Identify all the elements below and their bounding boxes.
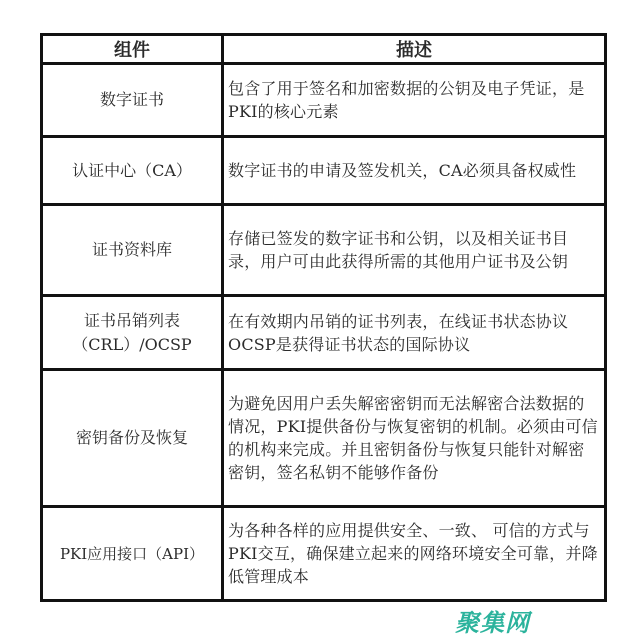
component-cell: PKI应用接口（API） xyxy=(42,507,223,601)
table-row xyxy=(42,64,606,137)
pki-components-table-container xyxy=(40,33,604,602)
table-row xyxy=(42,137,606,205)
component-cell: 证书资料库 xyxy=(42,205,223,296)
watermark-logo: 聚集网 xyxy=(455,609,530,637)
table-row xyxy=(42,507,606,601)
description-cell: 在有效期内吊销的证书列表，在线证书状态协议OCSP是获得证书状态的国际协议 xyxy=(223,296,606,370)
component-cell: 密钥备份及恢复 xyxy=(42,370,223,507)
description-cell: 数字证书的申请及签发机关，CA必须具备权威性 xyxy=(223,137,606,205)
column-header-component: 组件 xyxy=(42,35,223,64)
table-row xyxy=(42,296,606,370)
component-cell: 数字证书 xyxy=(42,64,223,137)
column-header-description: 描述 xyxy=(223,35,606,64)
component-cell: 证书吊销列表（CRL）/OCSP xyxy=(42,296,223,370)
component-cell: 认证中心（CA） xyxy=(42,137,223,205)
table-header-row xyxy=(42,35,606,64)
description-cell: 存储已签发的数字证书和公钥，以及相关证书目录，用户可由此获得所需的其他用户证书及公钥 xyxy=(223,205,606,296)
description-cell: 为各种各样的应用提供安全、一致、 可信的方式与PKI交互，确保建立起来的网络环境安全可靠，并降低管理成本 xyxy=(223,507,606,601)
table-row xyxy=(42,370,606,507)
description-cell: 为避免因用户丢失解密密钥而无法解密合法数据的情况，PKI提供备份与恢复密钥的机制。必须由可信的机构来完成。并且密钥备份与恢复只能针对解密密钥，签名私钥不能够作备份 xyxy=(223,370,606,507)
table-row xyxy=(42,205,606,296)
pki-components-table xyxy=(40,33,607,602)
description-cell: 包含了用于签名和加密数据的公钥及电子凭证，是PKI的核心元素 xyxy=(223,64,606,137)
